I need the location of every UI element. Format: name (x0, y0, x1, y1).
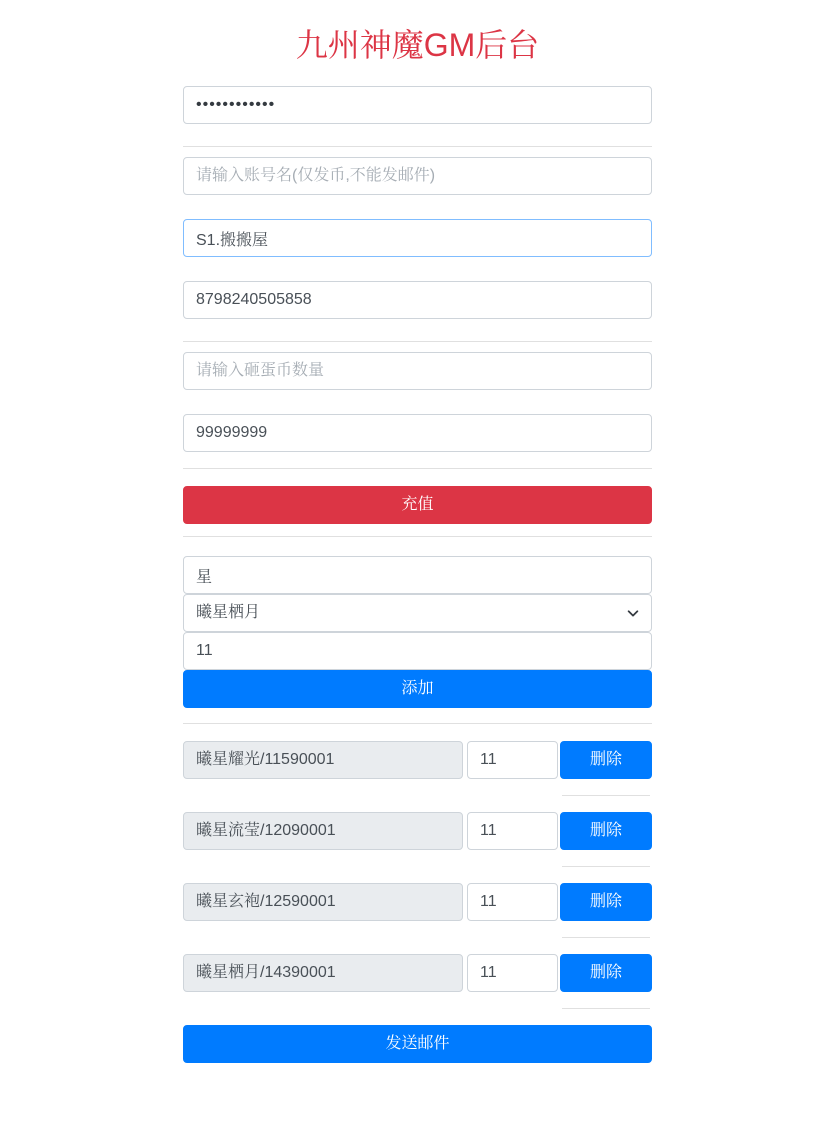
row-divider (562, 937, 650, 938)
divider (183, 723, 652, 724)
egg-coin-input[interactable] (183, 352, 652, 390)
add-button[interactable]: 添加 (183, 670, 652, 708)
row-divider (562, 795, 650, 796)
row-divider (562, 866, 650, 867)
delete-button[interactable]: 删除 (560, 741, 652, 779)
item-qty-input[interactable] (467, 741, 558, 779)
recharge-button[interactable]: 充值 (183, 486, 652, 524)
divider (183, 536, 652, 537)
item-name-field: 曦星流莹/12090001 (183, 812, 463, 850)
item-search-input[interactable] (183, 556, 652, 594)
mail-item-row (183, 954, 652, 992)
delete-button[interactable]: 删除 (560, 812, 652, 850)
mail-item-row (183, 812, 652, 850)
divider (183, 341, 652, 342)
send-mail-button[interactable]: 发送邮件 (183, 1025, 652, 1063)
add-item-group (183, 556, 652, 708)
spacer (183, 195, 652, 219)
item-name-field: 曦星栖月/14390001 (183, 954, 463, 992)
divider (183, 468, 652, 469)
item-qty-input[interactable] (467, 883, 558, 921)
item-name-field: 曦星耀光/11590001 (183, 741, 463, 779)
coin-amount-input[interactable] (183, 414, 652, 452)
item-qty-input[interactable] (467, 812, 558, 850)
item-name-field: 曦星玄袍/12590001 (183, 883, 463, 921)
main-container (183, 0, 652, 1063)
item-select-wrap (183, 594, 652, 632)
delete-button[interactable]: 删除 (560, 883, 652, 921)
divider (183, 146, 652, 147)
mail-item-row (183, 883, 652, 921)
password-input[interactable] (183, 86, 652, 124)
mail-item-row (183, 741, 652, 779)
account-id-input[interactable] (183, 281, 652, 319)
quantity-input[interactable] (183, 632, 652, 670)
page-title: 九州神魔GM后台 (295, 27, 540, 63)
item-qty-input[interactable] (467, 954, 558, 992)
server-role-input[interactable] (183, 219, 652, 257)
delete-button[interactable]: 删除 (560, 954, 652, 992)
row-divider (562, 1008, 650, 1009)
item-select[interactable] (183, 594, 652, 632)
account-name-input[interactable] (183, 157, 652, 195)
